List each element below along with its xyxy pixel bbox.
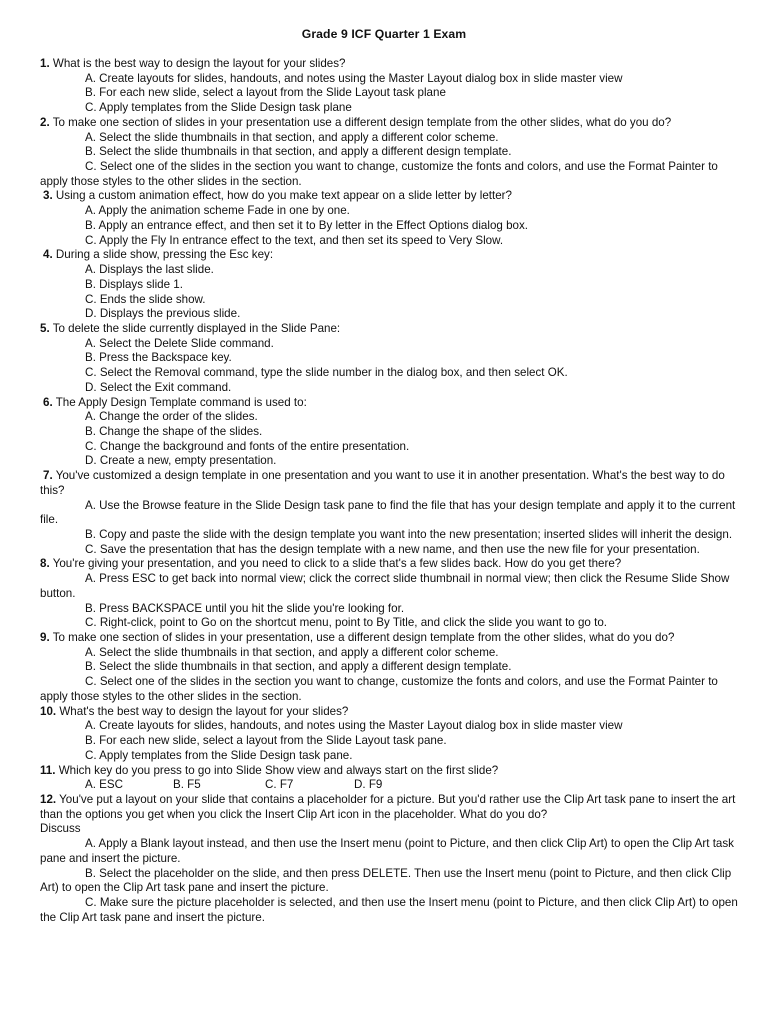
question-number: 7.: [43, 469, 53, 483]
option: B. Press the Backspace key.: [85, 351, 232, 365]
question-4: [40, 248, 744, 322]
question-text: What's the best way to design the layout for your slides?: [59, 704, 349, 718]
exam-body: [40, 57, 744, 925]
question-text: The Apply Design Template command is used to:: [55, 395, 307, 409]
option: C. Right-click, point to Go on the shortcut menu, point to By Title, and click the slide you want to go to.: [85, 616, 607, 630]
question-8: [40, 557, 744, 631]
option: A. Create layouts for slides, handouts, and notes using the Master Layout dialog box in slide master view: [85, 719, 623, 733]
option: C. Change the background and fonts of the entire presentation.: [85, 439, 410, 453]
option: B. Press BACKSPACE until you hit the slide you're looking for.: [85, 601, 405, 615]
option: A. Apply the animation scheme Fade in one by one.: [85, 204, 350, 218]
question-10: [40, 705, 744, 764]
question-12: [40, 793, 744, 925]
question-3: [40, 189, 744, 248]
option: A. Apply a Blank layout instead, and then use the Insert menu (point to Picture, and then click Clip Art) to open the Clip Art task pane and insert the picture.: [40, 837, 734, 865]
question-text: What is the best way to design the layout for your slides?: [52, 57, 346, 70]
option: D. Create a new, empty presentation.: [85, 454, 277, 468]
question-number: 3.: [43, 189, 53, 203]
option: B. Select the placeholder on the slide, and then press DELETE. Then use the Insert menu (point to Picture, and then click Clip Art) to open the Clip Art task pane and insert the picture.: [40, 866, 732, 895]
question-text: You've customized a design template in one presentation and you want to use it in another presentation. What's the best way to do this?: [40, 469, 725, 497]
option: C. Ends the slide show.: [85, 292, 206, 306]
option: D. Select the Exit command.: [85, 380, 232, 394]
option: C. Select one of the slides in the section you want to change, customize the fonts and colors, and use the Format Painter to apply those styles to the other slides in the section.: [40, 160, 718, 188]
question-number: 2.: [40, 115, 50, 129]
question-text: To make one section of slides in your presentation, use a different design template from the other slides, what do you do?: [52, 631, 675, 645]
option: D. F9: [354, 778, 383, 792]
option: A. Select the slide thumbnails in that section, and apply a different color scheme.: [85, 130, 499, 144]
option: A. Displays the last slide.: [85, 263, 214, 277]
option: B. Copy and paste the slide with the design template you want into the new presentation; inserted slides will inherit the design.: [85, 528, 733, 541]
question-number: 12.: [40, 792, 57, 806]
question-number: 10.: [40, 704, 57, 718]
option: B. Apply an entrance effect, and then set it to By letter in the Effect Options dialog box.: [85, 218, 528, 232]
option: A. Select the Delete Slide command.: [85, 336, 274, 350]
question-number: 8.: [40, 557, 50, 571]
option: A. Select the slide thumbnails in that section, and apply a different color scheme.: [85, 645, 499, 659]
question-7: [40, 469, 744, 557]
option: C. Save the presentation that has the design template with a new name, and then use the new file for your presentation.: [85, 542, 700, 556]
exam-title: Grade 9 ICF Quarter 1 Exam: [301, 27, 467, 41]
option: C. Select one of the slides in the section you want to change, customize the fonts and colors, and use the Format Painter to apply those styles to the other slides in the section.: [40, 675, 718, 703]
option: B. Select the slide thumbnails in that section, and apply a different design template.: [85, 145, 512, 159]
question-number: 11.: [40, 763, 56, 777]
question-number: 4.: [43, 248, 53, 262]
option: C. Apply the Fly In entrance effect to the text, and then set its speed to Very Slow.: [85, 233, 504, 247]
question-number: 5.: [40, 321, 50, 335]
option: B. For each new slide, select a layout from the Slide Layout task pane.: [85, 734, 447, 748]
option: C. Apply templates from the Slide Design task plane: [85, 101, 352, 115]
option: C. Apply templates from the Slide Design task pane.: [85, 748, 353, 762]
question-6: [40, 396, 744, 470]
option: C. F7: [265, 778, 294, 792]
option: D. Displays the previous slide.: [85, 307, 241, 321]
question-text: To make one section of slides in your presentation use a different design template from the other slides, what do you do?: [52, 115, 672, 129]
question-11: [40, 764, 744, 793]
option: A. ESC: [85, 778, 124, 792]
option: C. Make sure the picture placeholder is selected, and then use the Insert menu (point to Picture, and then click Clip Art) to open the Clip Art task pane and insert the picture.: [40, 895, 738, 924]
question-text: You've put a layout on your slide that contains a placeholder for a picture. But you'd rather use the Clip Art task pane to insert the art than the options you get when you click the Insert Clip Art icon in the placeholder. What do you do?: [40, 792, 736, 821]
question-number: 9.: [40, 631, 50, 645]
option: B. For each new slide, select a layout from the Slide Layout task plane: [85, 86, 446, 100]
question-number: 1.: [40, 57, 50, 70]
option: B. Change the shape of the slides.: [85, 424, 263, 438]
option: B. F5: [173, 778, 201, 792]
question-1: [40, 57, 744, 116]
option: B. Select the slide thumbnails in that section, and apply a different design template.: [85, 660, 512, 674]
question-2: [40, 116, 744, 190]
question-text: To delete the slide currently displayed in the Slide Pane:: [52, 321, 341, 335]
inline-options: [40, 778, 744, 793]
question-text: You're giving your presentation, and you need to click to a slide that's a few slides back. How do you get there?: [52, 557, 622, 571]
question-9: [40, 631, 744, 705]
option: A. Create layouts for slides, handouts, and notes using the Master Layout dialog box in slide master view: [85, 71, 623, 85]
option: A. Change the order of the slides.: [85, 410, 258, 424]
question-5: [40, 322, 744, 396]
question-text: During a slide show, pressing the Esc key:: [55, 248, 274, 262]
option: B. Displays slide 1.: [85, 277, 183, 291]
option: A. Use the Browse feature in the Slide Design task pane to find the file that has your design template and apply it to the current file.: [40, 498, 736, 527]
option: C. Select the Removal command, type the slide number in the dialog box, and then select OK.: [85, 366, 568, 380]
discuss-label: Discuss: [40, 822, 81, 836]
question-number: 6.: [43, 395, 53, 409]
option: A. Press ESC to get back into normal view; click the correct slide thumbnail in normal view; then click the Resume Slide Show button.: [40, 572, 730, 600]
question-text: Which key do you press to go into Slide Show view and always start on the first slide?: [58, 763, 499, 777]
question-text: Using a custom animation effect, how do you make text appear on a slide letter by letter?: [55, 189, 512, 203]
